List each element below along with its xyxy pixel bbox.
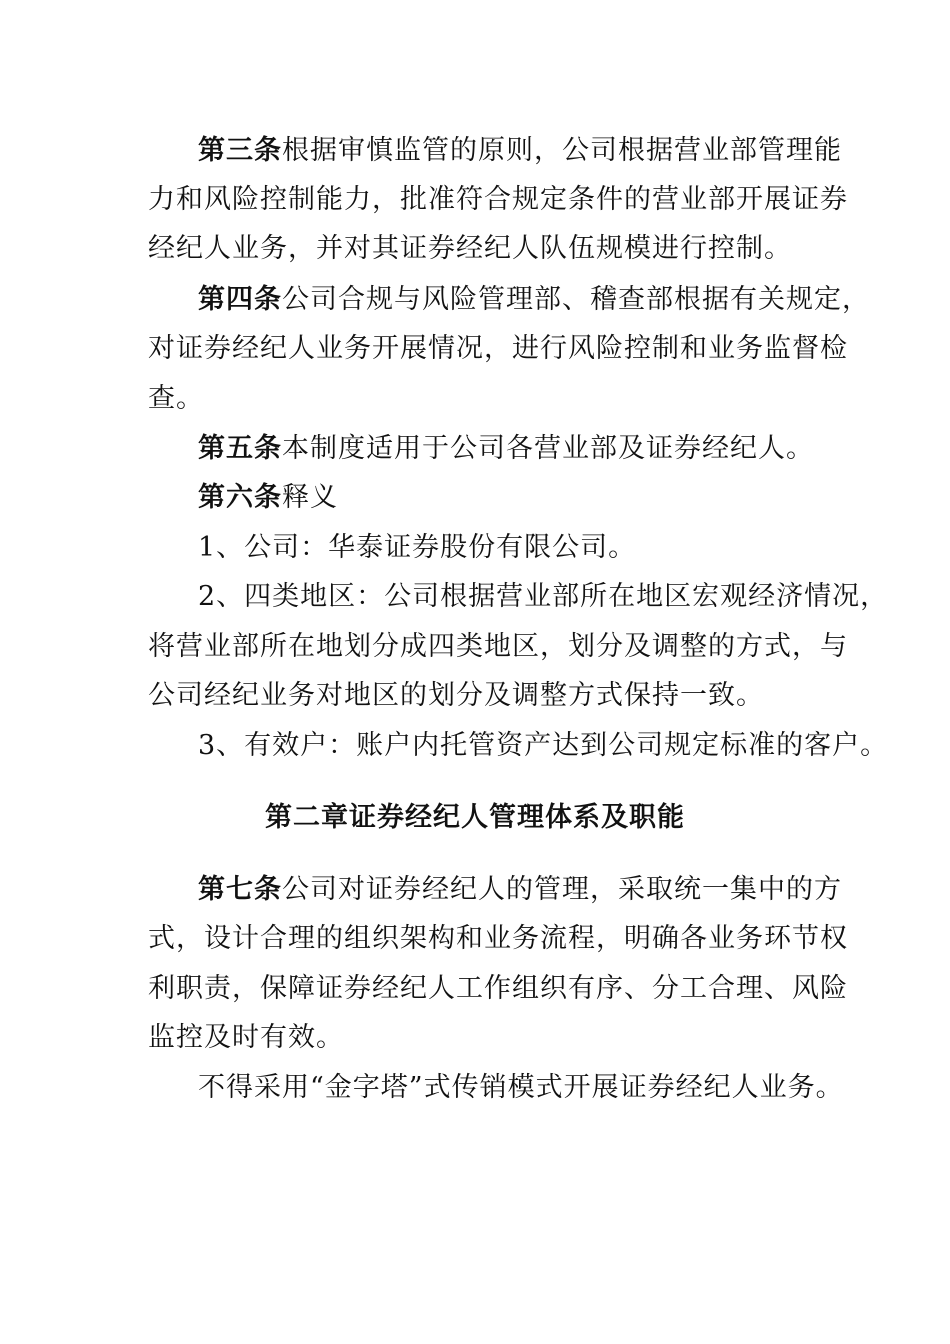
article-7-line-1 — [198, 873, 842, 907]
article-7-line-3: 利职责，保障证券经纪人工作组织有序、分工合理、风险 — [148, 973, 848, 1004]
article-4-line-1 — [198, 283, 870, 317]
definition-1: 1、公司：华泰证券股份有限公司。 — [198, 532, 637, 563]
article-4-line-2: 对证券经纪人业务开展情况，进行风险控制和业务监督检 — [148, 333, 848, 364]
article-5-text-1: 本制度适用于公司各营业部及证券经纪人。 — [282, 433, 814, 464]
article-6-line-1 — [198, 481, 338, 515]
article-7-line-4: 监控及时有效。 — [148, 1022, 344, 1053]
article-7-paragraph-2: 不得采用“金字塔”式传销模式开展证券经纪人业务。 — [198, 1072, 844, 1103]
definition-2-line-3: 公司经纪业务对地区的划分及调整方式保持一致。 — [148, 680, 764, 711]
article-7-text-1: 公司对证券经纪人的管理，采取统一集中的方 — [282, 874, 842, 905]
definition-3: 3、有效户：账户内托管资产达到公司规定标准的客户。 — [198, 730, 889, 761]
article-4-line-3: 查。 — [148, 383, 204, 414]
article-7-line-2: 式，设计合理的组织架构和业务流程，明确各业务环节权 — [148, 923, 848, 954]
article-4-text-1: 公司合规与风险管理部、稽查部根据有关规定， — [282, 284, 870, 315]
chapter-2-heading: 第二章证券经纪人管理体系及职能 — [265, 802, 685, 833]
article-3-text-1: 根据审慎监管的原则，公司根据营业部管理能 — [282, 135, 842, 166]
article-3-line-1 — [198, 134, 842, 168]
article-3-label: 第三条 — [198, 135, 282, 166]
article-3-line-2: 力和风险控制能力，批准符合规定条件的营业部开展证券 — [148, 184, 848, 215]
article-6-text-1: 释义 — [282, 482, 338, 513]
article-3-line-3: 经纪人业务，并对其证券经纪人队伍规模进行控制。 — [148, 233, 792, 264]
article-7-label: 第七条 — [198, 874, 282, 905]
definition-2-line-2: 将营业部所在地划分成四类地区，划分及调整的方式，与 — [148, 631, 848, 662]
definition-2-line-1: 2、四类地区：公司根据营业部所在地区宏观经济情况， — [198, 581, 889, 612]
article-5-label: 第五条 — [198, 433, 282, 464]
article-6-label: 第六条 — [198, 482, 282, 513]
article-5-line-1 — [198, 432, 814, 466]
article-4-label: 第四条 — [198, 284, 282, 315]
